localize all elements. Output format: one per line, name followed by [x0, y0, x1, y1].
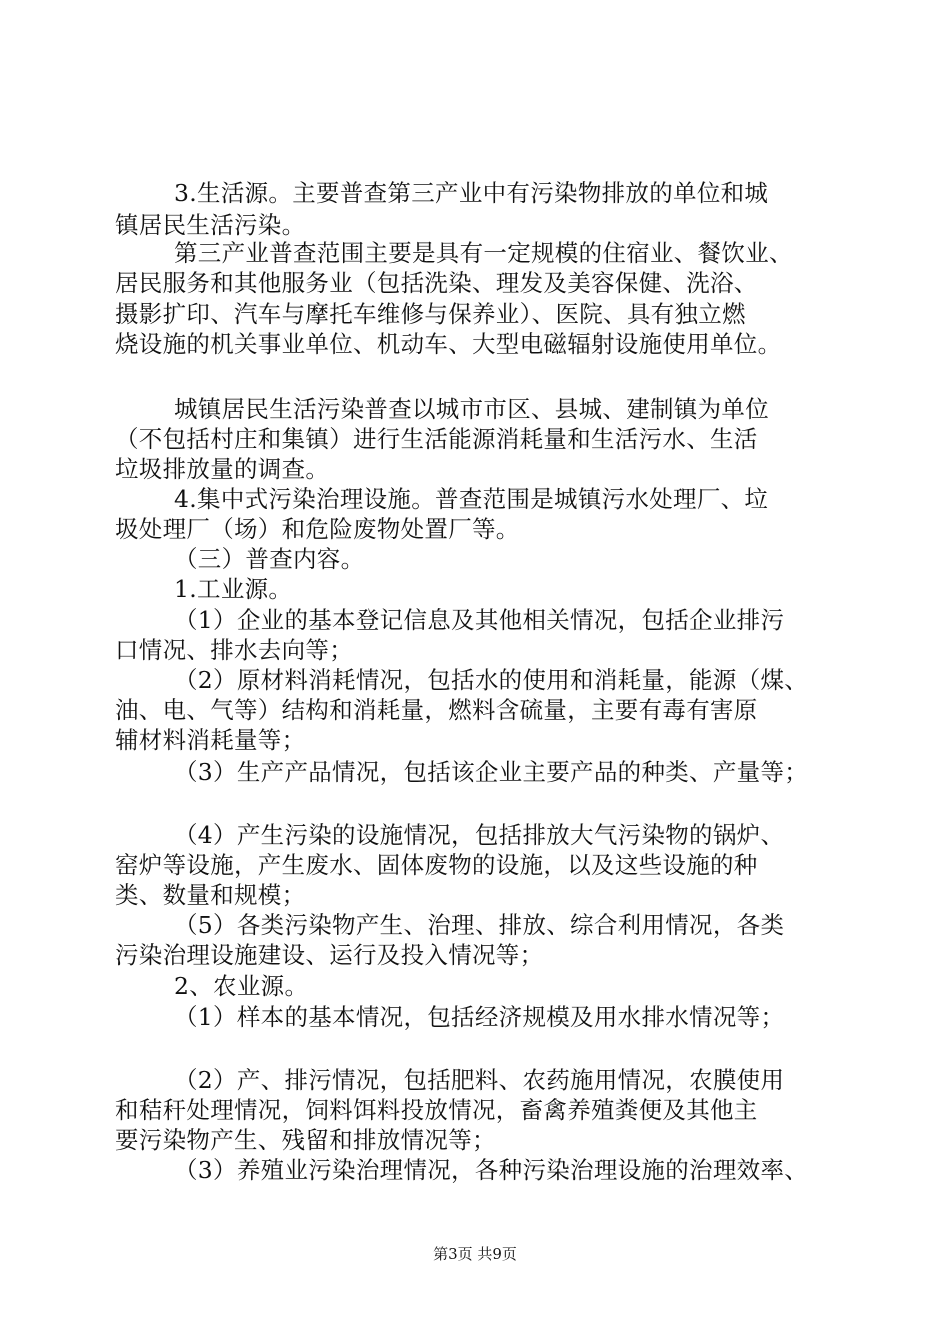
- text-line: （3）生产产品情况，包括该企业主要产品的种类、产量等；: [174, 758, 809, 786]
- text-line: 类、数量和规模；: [115, 881, 306, 909]
- text-line: 窑炉等设施，产生废水、固体废物的设施，以及这些设施的种: [115, 851, 758, 879]
- text-line: 垃圾排放量的调查。: [115, 455, 330, 483]
- text-line: 镇居民生活污染。: [115, 211, 306, 239]
- text-line: （2）原材料消耗情况，包括水的使用和消耗量，能源（煤、: [174, 666, 809, 694]
- text-line: （3）养殖业污染治理情况，各种污染治理设施的治理效率、: [174, 1156, 809, 1184]
- text-line: 和秸秆处理情况，饲料饵料投放情况，畜禽养殖粪便及其他主: [115, 1096, 758, 1124]
- text-line: 油、电、气等）结构和消耗量，燃料含硫量，主要有毒有害原: [115, 696, 758, 724]
- text-line: 要污染物产生、残留和排放情况等；: [115, 1126, 496, 1154]
- text-line: 第三产业普查范围主要是具有一定规模的住宿业、餐饮业、: [174, 239, 793, 267]
- text-line: 辅材料消耗量等；: [115, 726, 306, 754]
- text-line: 城镇居民生活污染普查以城市市区、县城、建制镇为单位: [174, 395, 769, 423]
- text-line: （1）企业的基本登记信息及其他相关情况，包括企业排污: [174, 606, 785, 634]
- subsection-heading: 1.工业源。: [174, 575, 293, 603]
- section-heading: （三）普查内容。: [174, 545, 365, 573]
- text-line: 圾处理厂（场）和危险废物处置厂等。: [115, 515, 520, 543]
- text-line: 烧设施的机关事业单位、机动车、大型电磁辐射设施使用单位。: [115, 330, 782, 358]
- text-line: （不包括村庄和集镇）进行生活能源消耗量和生活污水、生活: [115, 425, 758, 453]
- subsection-heading: 2、农业源。: [174, 972, 309, 1000]
- text-line: 4.集中式污染治理设施。普查范围是城镇污水处理厂、垃: [174, 485, 769, 513]
- text-line: （1）样本的基本情况，包括经济规模及用水排水情况等；: [174, 1003, 785, 1031]
- text-line: （5）各类污染物产生、治理、排放、综合利用情况，各类: [174, 911, 785, 939]
- text-line: 居民服务和其他服务业（包括洗染、理发及美容保健、洗浴、: [115, 269, 758, 297]
- text-line: 摄影扩印、汽车与摩托车维修与保养业）、医院、具有独立燃: [115, 300, 746, 328]
- page-number-footer: 第3页 共9页: [433, 1245, 517, 1263]
- text-line: 3.生活源。主要普查第三产业中有污染物排放的单位和城: [174, 179, 769, 207]
- text-line: 口情况、排水去向等；: [115, 636, 353, 664]
- text-line: （2）产、排污情况，包括肥料、农药施用情况，农膜使用: [174, 1066, 785, 1094]
- text-line: 污染治理设施建设、运行及投入情况等；: [115, 941, 544, 969]
- text-line: （4）产生污染的设施情况，包括排放大气污染物的锅炉、: [174, 821, 785, 849]
